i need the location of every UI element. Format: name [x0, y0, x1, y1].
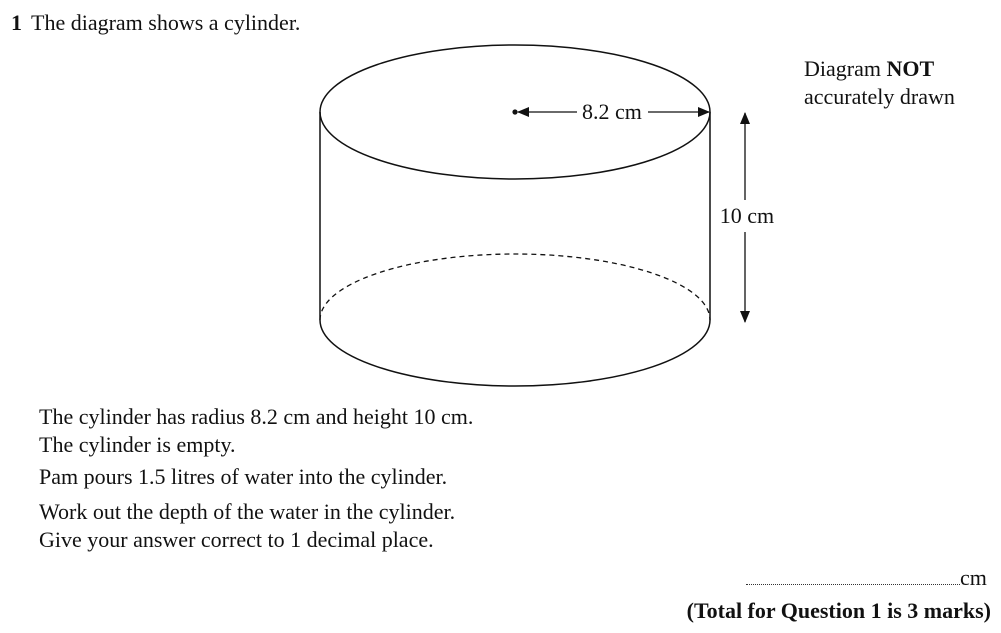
- cylinder-base-hidden-edge: [320, 254, 710, 320]
- diagram-note-word-diagram: Diagram: [804, 56, 881, 81]
- body-line-5: Give your answer correct to 1 decimal place.: [39, 527, 434, 552]
- body-line-3: Pam pours 1.5 litres of water into the cylinder.: [39, 464, 448, 489]
- question-number: 1: [11, 10, 22, 35]
- body-line-2: The cylinder is empty.: [39, 432, 236, 457]
- answer-unit: cm: [960, 565, 987, 590]
- question-total: (Total for Question 1 is 3 marks): [686, 598, 991, 623]
- height-label: 10 cm: [719, 203, 775, 228]
- diagram-note-line-2: accurately drawn: [804, 84, 955, 109]
- answer-line: [746, 564, 987, 592]
- radius-label: 8.2 cm: [582, 99, 642, 124]
- answer-input[interactable]: [746, 566, 960, 585]
- body-line-1: The cylinder has radius 8.2 cm and height 10 cm.: [39, 404, 474, 429]
- centre-point: [512, 109, 517, 114]
- question-intro: The diagram shows a cylinder.: [31, 10, 301, 35]
- body-line-4: Work out the depth of the water in the cylinder.: [39, 499, 456, 524]
- diagram-note-word-not: NOT: [886, 56, 935, 81]
- cylinder-base-visible-edge: [320, 320, 710, 386]
